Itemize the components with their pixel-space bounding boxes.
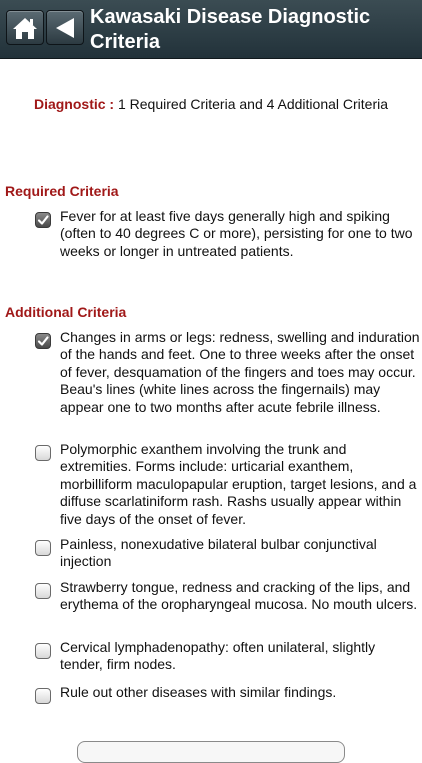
title-bar	[0, 0, 422, 59]
back-button[interactable]	[46, 10, 84, 45]
checkbox[interactable]	[35, 212, 51, 228]
criteria-text: Cervical lymphadenopathy: often unilateral, slightly tender, firm nodes.	[60, 639, 376, 673]
checkbox[interactable]	[35, 688, 51, 704]
checkbox[interactable]	[35, 333, 51, 349]
checkbox[interactable]	[35, 445, 51, 461]
criteria-text: Fever for at least five days generally high and spiking (often to 40 degrees C or more), persisting for one to two weeks or longer in untreated patients.	[60, 208, 413, 259]
home-button[interactable]	[6, 10, 44, 45]
diagnostic-summary	[0, 96, 422, 112]
criteria-text: Changes in arms or legs: redness, swelling and induration of the hands and feet. One to three weeks after the onset of fever, desquamation of the fingers and toes may occur. Beau's lines (white lines across the fingernails) may appear one to two months after acute febrile illness.	[60, 329, 420, 415]
checkbox[interactable]	[35, 583, 51, 599]
required-criteria-heading: Required Criteria	[5, 183, 119, 199]
checkmark-icon	[36, 213, 50, 227]
checkmark-icon	[36, 334, 50, 348]
diagnostic-label: Diagnostic :	[33, 96, 115, 112]
criteria-text: Strawberry tongue, redness and cracking of the lips, and erythema of the oropharyngeal mucosa. No mouth ulcers.	[60, 579, 418, 613]
home-icon	[12, 16, 38, 40]
checkbox[interactable]	[35, 540, 51, 556]
back-arrow-icon	[53, 17, 77, 39]
criteria-text: Painless, nonexudative bilateral bulbar conjunctival injection	[60, 536, 377, 570]
page-title: Kawasaki Disease Diagnostic Criteria	[90, 6, 371, 53]
diagnostic-text: 1 Required Criteria and 4 Additional Criteria	[117, 96, 389, 112]
checkbox[interactable]	[35, 643, 51, 659]
bottom-button[interactable]	[77, 741, 345, 763]
additional-criteria-heading: Additional Criteria	[5, 304, 127, 320]
criteria-text: Polymorphic exanthem involving the trunk and extremities. Forms include: urticarial exanthem, morbilliform maculopapular eruption, target lesions, and a diffuse scarlatiniform rash. Rashs usually appear within five days of the onset of fever.	[60, 441, 417, 527]
criteria-text: Rule out other diseases with similar findings.	[60, 684, 337, 700]
